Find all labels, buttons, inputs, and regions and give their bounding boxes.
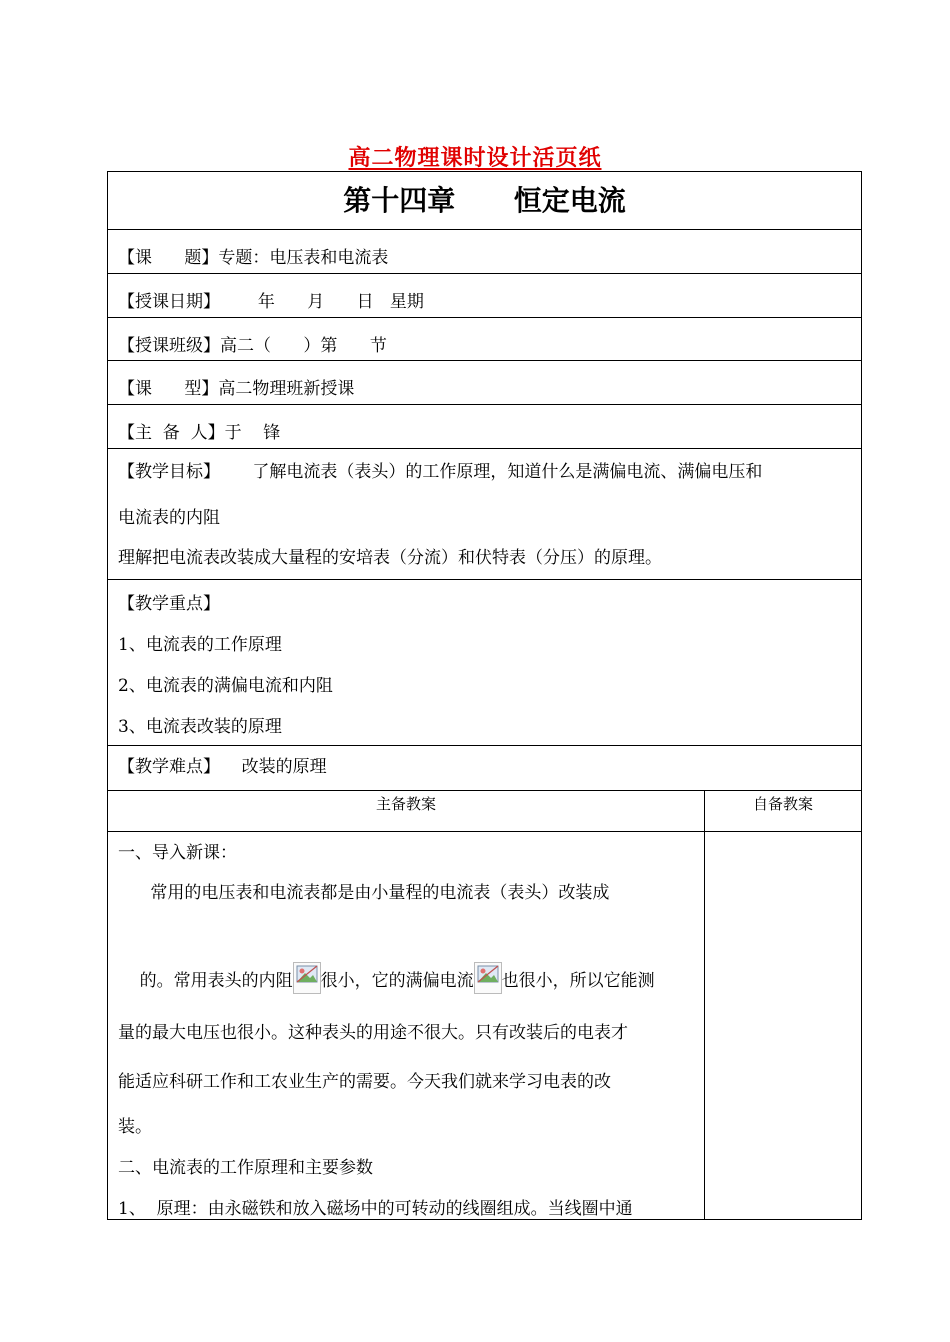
intro-paragraph-line-3: 量的最大电压也很小。这种表头的用途不很大。只有改装后的电表才 (118, 1023, 628, 1043)
column-main-plan: 主备教案 (375, 795, 436, 813)
section-principle-heading: 二、电流表的工作原理和主要参数 (118, 1158, 373, 1178)
intro-text-part-b: 很小，它的满偏电流 (320, 971, 474, 991)
intro-paragraph-line-2 (118, 946, 655, 1014)
principle-paragraph-line-1: 1、 原理：由永磁铁和放入磁场中的可转动的线圈组成。当线圈中通 (118, 1199, 633, 1219)
intro-paragraph-line-4: 能适应科研工作和工农业生产的需要。今天我们就来学习电表的改 (118, 1072, 611, 1092)
column-divider (704, 791, 705, 1220)
formula-image-icon (474, 962, 502, 994)
intro-paragraph-line-5: 装。 (118, 1117, 152, 1137)
objectives-line-2: 电流表的内阻 (118, 508, 220, 528)
type-row (108, 361, 861, 405)
column-self-plan: 自备教案 (752, 795, 813, 813)
key-point-item: 3、电流表改装的原理 (118, 717, 282, 737)
intro-text-part-c: 也很小，所以它能测 (501, 971, 655, 991)
key-points-row (108, 580, 861, 746)
difficulty-row (108, 746, 861, 791)
formula-image-icon (293, 962, 321, 994)
key-points-label: 【教学重点】 (118, 594, 220, 614)
preparer-text: 【主 备 人】于 锋 (118, 423, 281, 443)
intro-text-part-a: 的。常用表头的内阻 (139, 971, 293, 991)
topic-text: 【课 题】专题：电压表和电流表 (118, 248, 389, 268)
difficulty-text: 【教学难点】 改装的原理 (118, 757, 327, 777)
date-row (108, 274, 861, 318)
objectives-line-3: 理解把电流表改装成大量程的安培表（分流）和伏特表（分压）的原理。 (118, 548, 662, 568)
key-point-item: 1、电流表的工作原理 (118, 635, 282, 655)
date-text: 【授课日期】 年 月 日 星期 (118, 292, 424, 312)
objectives-row (108, 449, 861, 580)
key-point-item: 2、电流表的满偏电流和内阻 (118, 676, 333, 696)
objectives-line-1: 【教学目标】 了解电流表（表头）的工作原理，知道什么是满偏电流、满偏电压和 (118, 462, 763, 482)
type-text: 【课 型】高二物理班新授课 (118, 379, 355, 399)
chapter-title: 第十四章 恒定电流 (108, 172, 861, 230)
section-intro-heading: 一、导入新课： (118, 843, 237, 863)
topic-row (108, 230, 861, 274)
class-text: 【授课班级】高二（ ）第 节 (118, 336, 387, 356)
page-header-title: 高二物理课时设计活页纸 (348, 145, 602, 171)
preparer-row (108, 405, 861, 449)
lesson-plan-table (107, 171, 862, 1220)
intro-paragraph-line-1: 常用的电压表和电流表都是由小量程的电流表（表头）改装成 (118, 883, 610, 903)
class-row (108, 318, 861, 361)
